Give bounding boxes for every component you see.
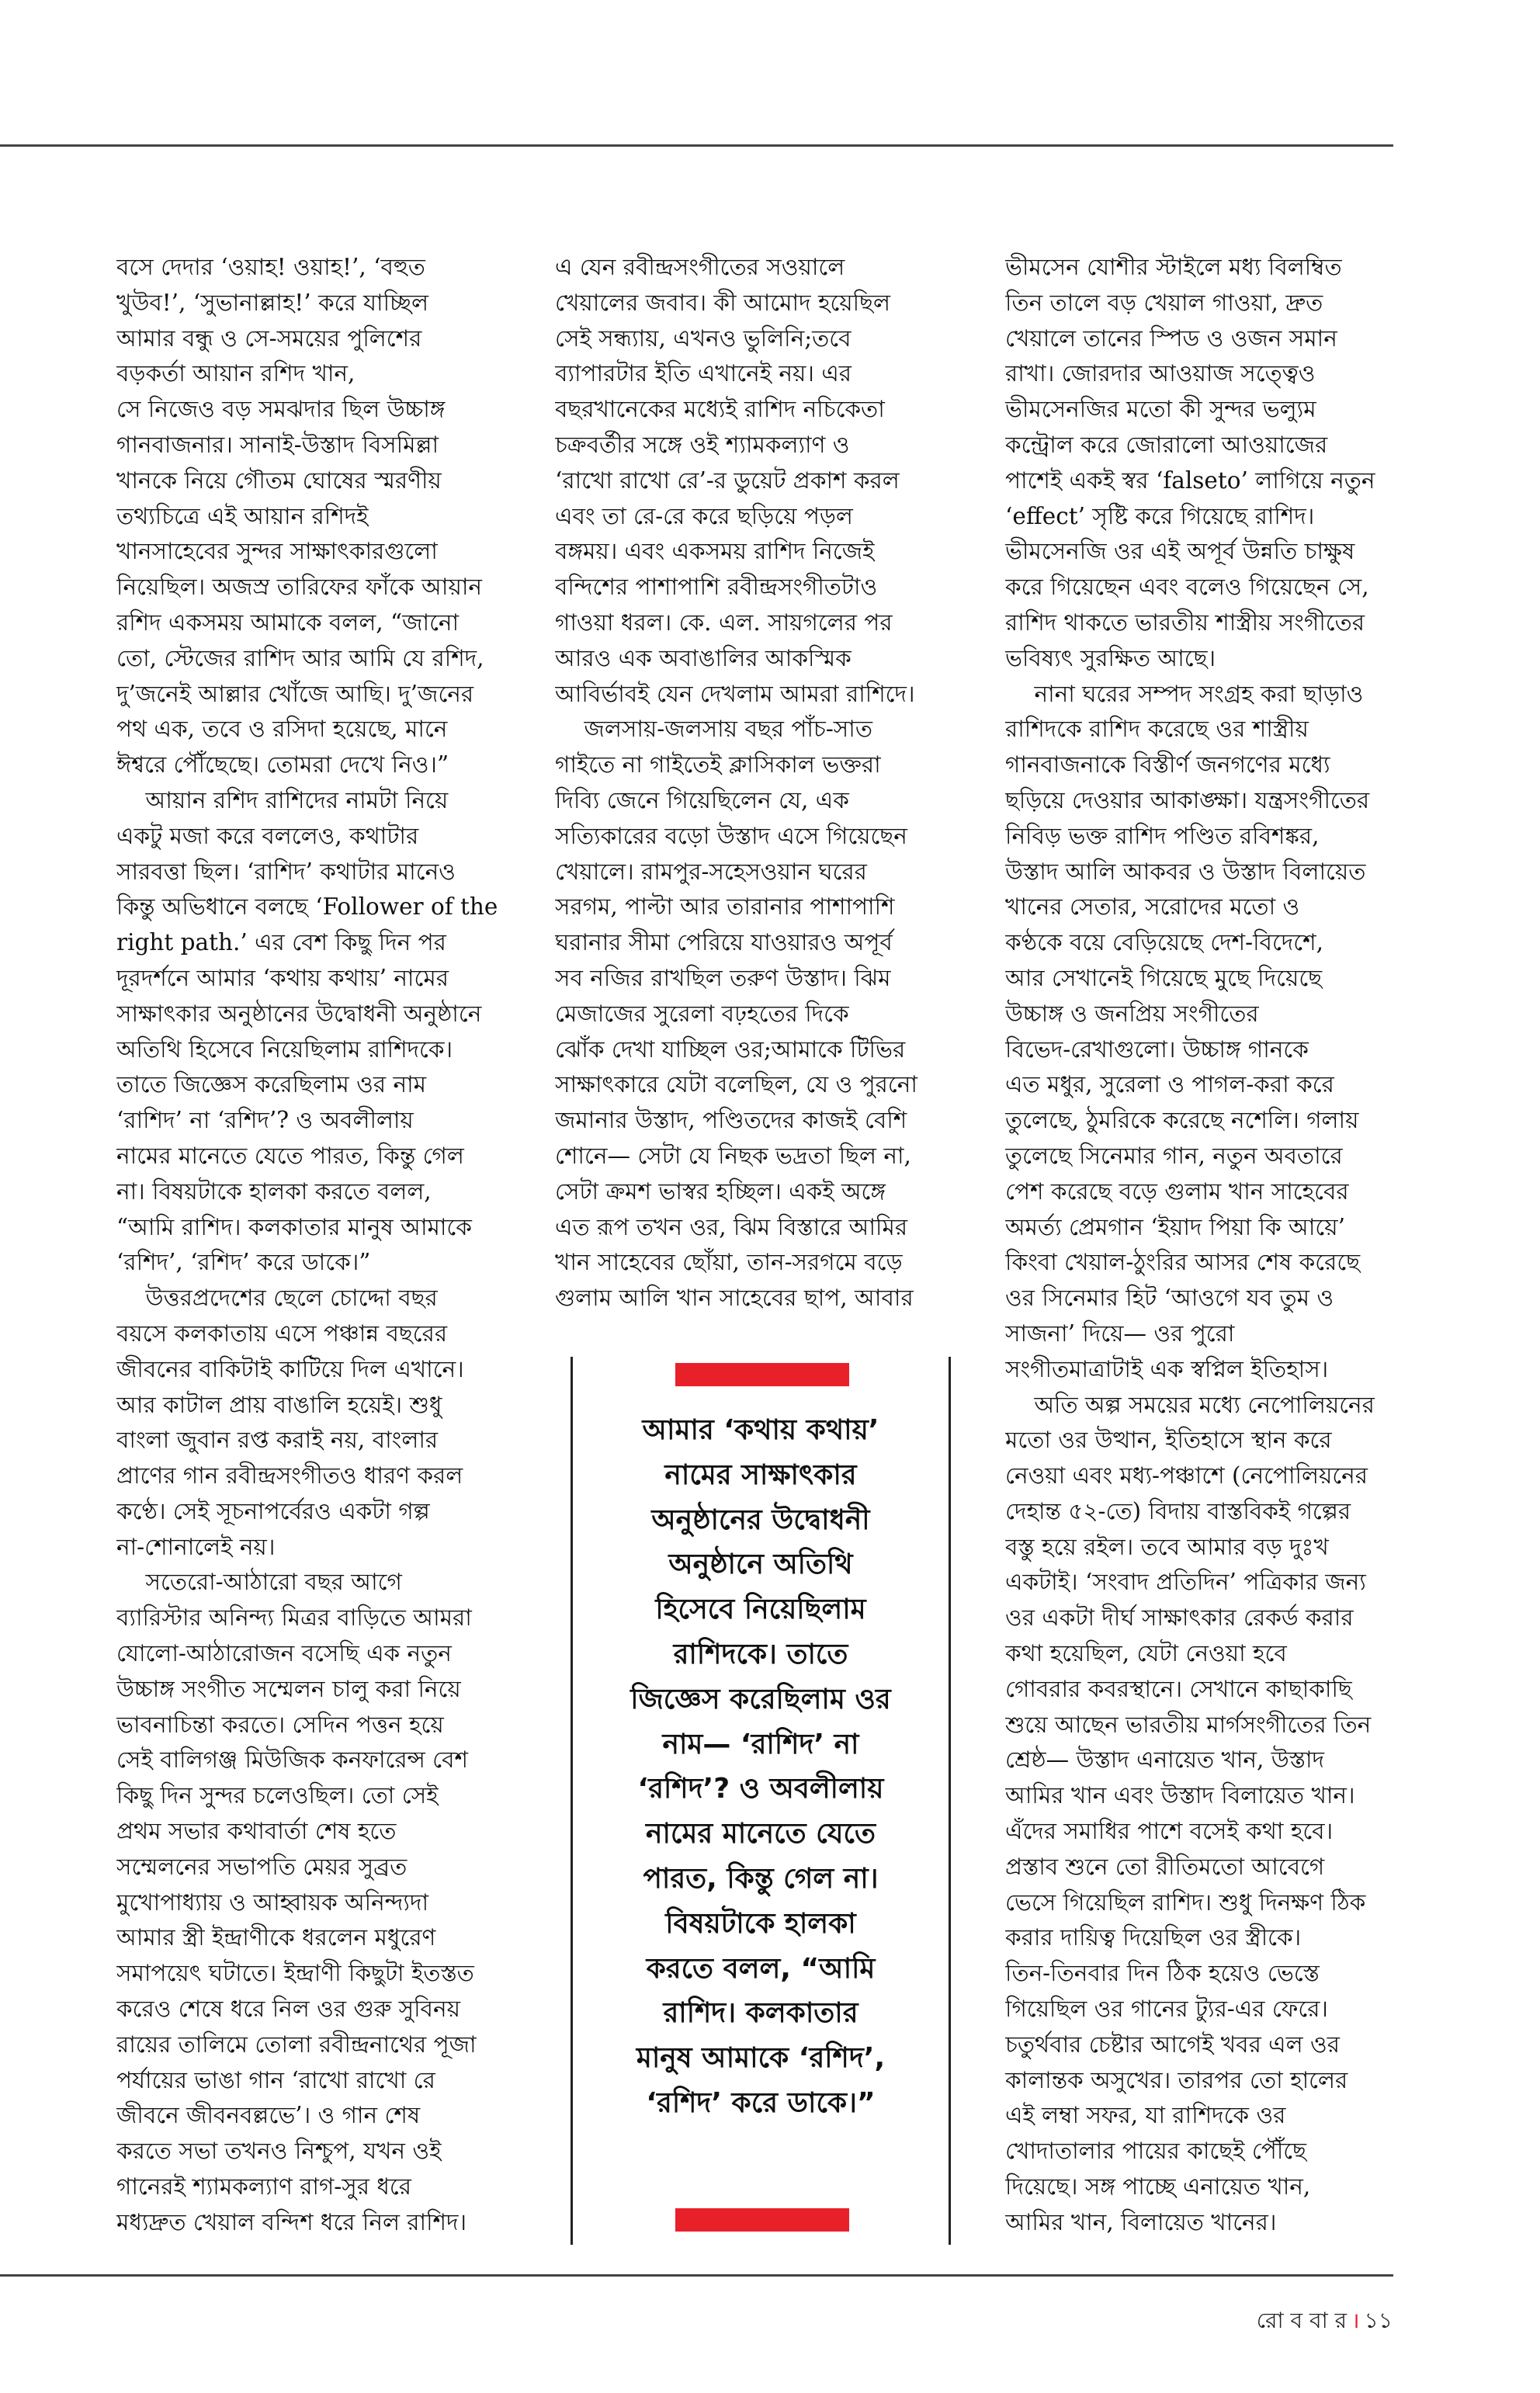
article-column-1: বসে দেদার ‘ওয়াহ! ওয়াহ!’, ‘বহুত খুউব!’, ‘সুভানাল্লাহ!’ করে যাচ্ছিল আমার বন্ধু ও সে-সময়ের পুলিশের বড়কর্তা আয়ান রশিদ খান, সে নিজেও বড় সমঝদার ছিল উচ্চাঙ্গ গানবাজনার। সানাই-উস্তাদ বিসমিল্লা খানকে নিয়ে গৌতম ঘোষের স্মরণীয় তথ্যচিত্রে এই আয়ান রশিদই খানসাহেবের সুন্দর সাক্ষাৎকারগুলো নিয়েছিল। অজস্র তারিফের ফাঁকে আয়ান রশিদ একসময় আমাকে বলল, “জানো তো, স্টেজের রাশিদ আর আমি যে রশিদ, দু’জনেই আল্লার খোঁজে আছি। দু’জনের পথ এক, তবে ও রসিদা হয়েছে, মানে ঈশ্বরে পৌঁছেছে। তোমরা দেখে নিও।” আয়ান রশিদ রাশিদের নামটা নিয়ে একটু মজা করে বললেও, কথাটার সারবত্তা ছিল। ‘রাশিদ’ কথাটার মানেও কিন্তু অভিধানে বলছে ‘Follower of the right path.’ এর বেশ কিছু দিন পর দূরদর্শনে আমার ‘কথায় কথায়’ নামের সাক্ষাৎকার অনুষ্ঠানের উদ্বোধনী অনুষ্ঠানে অতিথি হিসেবে নিয়েছিলাম রাশিদকে। তাতে জিজ্ঞেস করেছিলাম ওর নাম ‘রাশিদ’ না ‘রশিদ’? ও অবলীলায় নামের মানেতে যেতে পারত, কিন্তু গেল না। বিষয়টাকে হালকা করতে বলল, “আমি রাশিদ। কলকাতার মানুষ আমাকে ‘রশিদ’, ‘রশিদ’ করে ডাকে।” উত্তরপ্রদেশের ছেলে চোদ্দো বছর বয়সে কলকাতায় এসে পঞ্চান্ন বছরের জীবনের বাকিটাই কাটিয়ে দিল এখানে। আর কাটাল প্রায় বাঙালি হয়েই। শুধু বাংলা জুবান রপ্ত করাই নয়, বাংলার প্রাণের গান রবীন্দ্রসংগীতও ধারণ করল কণ্ঠে। সেই সূচনাপর্বেরও একটা গল্প না-শোনালেই নয়। সতেরো-আঠারো বছর আগে ব্যারিস্টার অনিন্দ্য মিত্রর বাড়িতে আমরা যোলো-আঠারোজন বসেছি এক নতুন উচ্চাঙ্গ সংগীত সম্মেলন চালু করা নিয়ে ভাবনাচিন্তা করতে। সেদিন পত্তন হয়ে সেই বালিগঞ্জ মিউজিক কনফারেন্স বেশ কিছু দিন সুন্দর চলেওছিল। তো সেই প্রথম সভার কথাবার্তা শেষ হতে সম্মেলনের সভাপতি মেয়র সুব্রত মুখোপাধ্যায় ও আহ্বায়ক অনিন্দ্যদা আমার স্ত্রী ইন্দ্রাণীকে ধরলেন মধুরেণ সমাপয়েৎ ঘটাতে। ইন্দ্রাণী কিছুটা ইতস্তত করেও শেষে ধরে নিল ওর গুরু সুবিনয় রায়ের তালিমে তোলা রবীন্দ্রনাথের পূজা পর্যায়ের ভাঙা গান ‘রাখো রাখো রে জীবনে জীবনবল্লভে’। ও গান শেষ করতে সভা তখনও নিশ্চুপ, যখন ওই গানেরই শ্যামকল্যাণ রাগ-সুর ধরে মধ্যদ্রুত খেয়াল বন্দিশ ধরে নিল রাশিদ। — [116, 254, 498, 2235]
footer-separator: । — [1351, 2308, 1360, 2333]
magazine-name: রো ব বা র — [1256, 2308, 1348, 2333]
pull-quote-box — [571, 1357, 951, 2245]
pull-quote-text: আমার ‘কথায় কথায়’ নামের সাক্ষাৎকার অনুষ্ঠানের উদ্বোধনী অনুষ্ঠানে অতিথি হিসেবে নিয়েছিলাম রাশিদকে। তাতে জিজ্ঞেস করেছিলাম ওর নাম— ‘রাশিদ’ না ‘রশিদ’? ও অবলীলায় নামের মানেতে যেতে পারত, কিন্তু গেল না। বিষয়টাকে হালকা করতে বলল, “আমি রাশিদ। কলকাতার মানুষ আমাকে ‘রশিদ’, ‘রশিদ’ করে ডাকে।” — [630, 1414, 891, 2119]
pull-quote-top-red-bar — [675, 1363, 849, 1386]
article-column-3: ভীমসেন যোশীর স্টাইলে মধ্য বিলম্বিত তিন তালে বড় খেয়াল গাওয়া, দ্রুত খেয়ালে তানের স্পিড ও ওজন সমান রাখা। জোরদার আওয়াজ সত্ত্বেও ভীমসেনজির মতো কী সুন্দর ভল্যুম কন্ট্রোল করে জোরালো আওয়াজের পাশেই একই স্বর ‘falseto’ লাগিয়ে নতুন ‘effect’ সৃষ্টি করে গিয়েছে রাশিদ। ভীমসেনজি ওর এই অপূর্ব উন্নতি চাক্ষুষ করে গিয়েছেন এবং বলেও গিয়েছেন সে, রাশিদ থাকতে ভারতীয় শাস্ত্রীয় সংগীতের ভবিষ্যৎ সুরক্ষিত আছে। নানা ঘরের সম্পদ সংগ্রহ করা ছাড়াও রাশিদকে রাশিদ করেছে ওর শাস্ত্রীয় গানবাজনাকে বিস্তীর্ণ জনগণের মধ্যে ছড়িয়ে দেওয়ার আকাঙ্ক্ষা। যন্ত্রসংগীতের নিবিড় ভক্ত রাশিদ পণ্ডিত রবিশঙ্কর, উস্তাদ আলি আকবর ও উস্তাদ বিলায়েত খানের সেতার, সরোদের মতো ও কণ্ঠকে বয়ে বেড়িয়েছে দেশ-বিদেশে, আর সেখানেই গিয়েছে মুছে দিয়েছে উচ্চাঙ্গ ও জনপ্রিয় সংগীতের বিভেদ-রেখাগুলো। উচ্চাঙ্গ গানকে এত মধুর, সুরেলা ও পাগল-করা করে তুলেছে, ঠুমরিকে করেছে নশেলি। গলায় তুলেছে সিনেমার গান, নতুন অবতারে পেশ করেছে বড়ে গুলাম খান সাহেবের অমর্ত্য প্রেমগান ‘ইয়াদ পিয়া কি আয়ে’ কিংবা খেয়াল-ঠুংরির আসর শেষ করেছে ওর সিনেমার হিট ‘আওগে যব তুম ও সাজনা’ দিয়ে— ওর পুরো সংগীতমাত্রাটাই এক স্বপ্নিল ইতিহাস। অতি অল্প সময়ের মধ্যে নেপোলিয়নের মতো ওর উত্থান, ইতিহাসে স্থান করে নেওয়া এবং মধ্য-পঞ্চাশে (নেপোলিয়নের দেহান্ত ৫২-তে) বিদায় বাস্তবিকই গল্পের বস্তু হয়ে রইল। তবে আমার বড় দুঃখ একটাই। ‘সংবাদ প্রতিদিন’ পত্রিকার জন্য ওর একটা দীর্ঘ সাক্ষাৎকার রেকর্ড করার কথা হয়েছিল, যেটা নেওয়া হবে গোবরার কবরস্থানে। সেখানে কাছাকাছি শুয়ে আছেন ভারতীয় মার্গসংগীতের তিন শ্রেষ্ঠ— উস্তাদ এনায়েত খান, উস্তাদ আমির খান এবং উস্তাদ বিলায়েত খান। এঁদের সমাধির পাশে বসেই কথা হবে। প্রস্তাব শুনে তো রীতিমতো আবেগে ভেসে গিয়েছিল রাশিদ। শুধু দিনক্ষণ ঠিক করার দায়িত্ব দিয়েছিল ওর স্ত্রীকে। তিন-তিনবার দিন ঠিক হয়েও ভেস্তে গিয়েছিল ওর গানের ট্যুর-এর ফেরে। চতুর্থবার চেষ্টার আগেই খবর এল ওর কালান্তক অসুখের। তারপর তো হালের এই লম্বা সফর, যা রাশিদকে ওর খোদাতালার পায়ের কাছেই পৌঁছে দিয়েছে। সঙ্গ পাচ্ছে এনায়েত খান, আমির খান, বিলায়েত খানের। — [1005, 254, 1375, 2235]
pull-quote-bottom-red-bar — [675, 2208, 849, 2232]
page-number: ১১ — [1364, 2308, 1393, 2333]
page-footer — [1257, 2304, 1393, 2340]
bottom-rule — [0, 2274, 1393, 2277]
article-column-2: এ যেন রবীন্দ্রসংগীতের সওয়ালে খেয়ালের জবাব। কী আমোদ হয়েছিল সেই সন্ধ্যায়, এখনও ভুলিনি;তবে ব্যাপারটার ইতি এখানেই নয়। এর বছরখানেকের মধ্যেই রাশিদ নচিকেতা চক্রবর্তীর সঙ্গে ওই শ্যামকল্যাণ ও ‘রাখো রাখো রে’-র ডুয়েট প্রকাশ করল এবং তা রে-রে করে ছড়িয়ে পড়ল বঙ্গময়। এবং একসময় রাশিদ নিজেই বন্দিশের পাশাপাশি রবীন্দ্রসংগীতটাও গাওয়া ধরল। কে. এল. সায়গলের পর আরও এক অবাঙালির আকস্মিক আবির্ভাবই যেন দেখলাম আমরা রাশিদে। জলসায়-জলসায় বছর পাঁচ-সাত গাইতে না গাইতেই ক্লাসিকাল ভক্তরা দিব্যি জেনে গিয়েছিলেন যে, এক সত্যিকারের বড়ো উস্তাদ এসে গিয়েছেন খেয়ালে। রামপুর-সহেসওয়ান ঘরের সরগম, পাল্টা আর তারানার পাশাপাশি ঘরানার সীমা পেরিয়ে যাওয়ারও অপূর্ব সব নজির রাখছিল তরুণ উস্তাদ। ঝিম মেজাজের সুরেলা বঢ়হতের দিকে ঝোঁক দেখা যাচ্ছিল ওর;আমাকে টিভির সাক্ষাৎকারে যেটা বলেছিল, যে ও পুরনো জমানার উস্তাদ, পণ্ডিতদের কাজই বেশি শোনে— সেটা যে নিছক ভদ্রতা ছিল না, সেটা ক্রমশ ভাস্বর হচ্ছিল। একই অঙ্গে এত রূপ তখন ওর, ঝিম বিস্তারে আমির খান সাহেবের ছোঁয়া, তান-সরগমে বড়ে গুলাম আলি খান সাহেবের ছাপ, আবার — [555, 254, 917, 1312]
top-rule — [0, 144, 1393, 147]
